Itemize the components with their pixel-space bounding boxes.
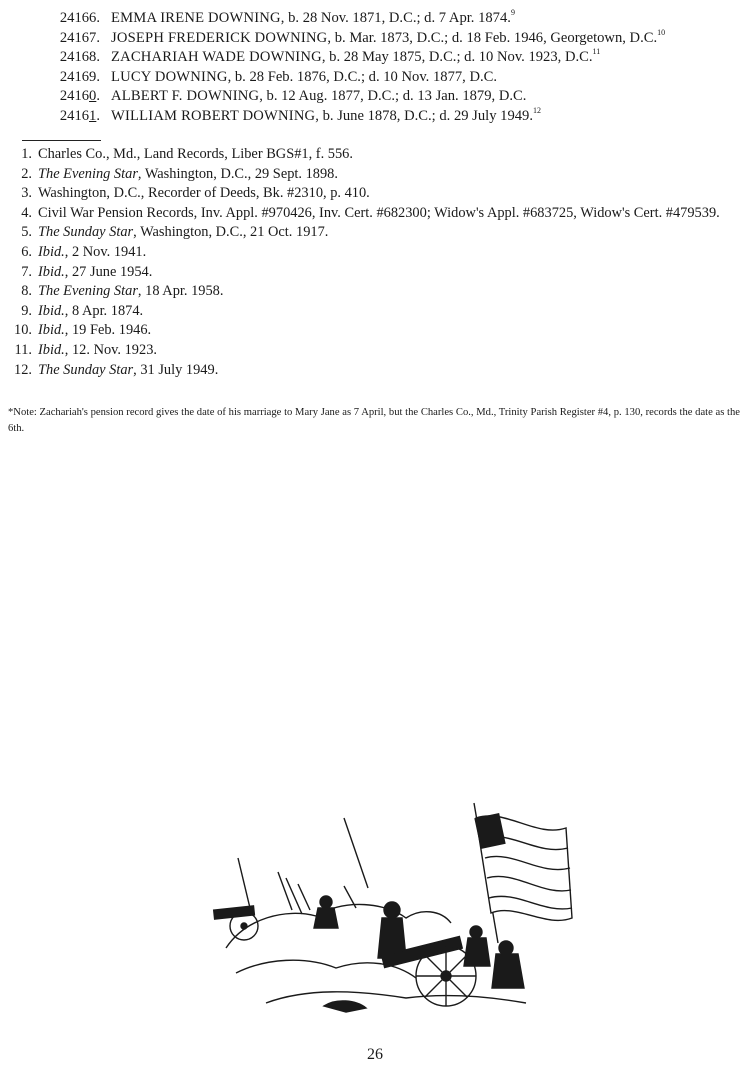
marriage-note: *Note: Zachariah's pension record gives the date of his marriage to Mary Jane as 7 April, but the Charles Co., Md., Trinity Parish Register #4, p. 130, records the date as the 6th.	[8, 407, 740, 434]
endnote: 3. Washington, D.C., Recorder of Deeds, Bk. #2310, p. 410.	[21, 185, 370, 202]
footnote-ref: 9	[510, 8, 515, 17]
endnote: 11. Ibid., 12. Nov. 1923.	[14, 341, 157, 358]
entry-text: WILLIAM ROBERT DOWNING, b. June 1878, D.C.; d. 29 July 1949.12	[111, 105, 541, 124]
entry-text: JOSEPH FREDERICK DOWNING, b. Mar. 1873, D.C.; d. 18 Feb. 1946, Georgetown, D.C.$^{10}$	[111, 27, 666, 46]
endnotes	[8, 145, 740, 380]
entry-text: ZACHARIAH WADE DOWNING, b. 28 May 1875, D.C.; d. 10 Nov. 1923, D.C.$^{11}$	[111, 47, 601, 66]
entry-number: 24169.	[59, 68, 100, 85]
entry-number: 24167.	[59, 29, 100, 46]
entry-number: 24161.	[59, 107, 100, 124]
entry-row	[30, 48, 742, 68]
entry-text: EMMA IRENE DOWNING, b. 28 Nov. 1871, D.C.; d. 7 Apr. 1874.$^9$	[111, 8, 515, 26]
endnote: 4. Civil War Pension Records, Inv. Appl. #970426, Inv. Cert. #682300; Widow's Appl. #683725, Widow's Cert. #479539.	[21, 204, 720, 221]
endnote: 10. Ibid., 19 Feb. 1946.	[14, 322, 152, 339]
footnote-ref: 11	[592, 47, 601, 57]
entry-text: LUCY DOWNING, b. 28 Feb. 1876, D.C.; d. 10 Nov. 1877, D.C.	[111, 68, 498, 85]
person-name: WILLIAM ROBERT DOWNING	[111, 107, 316, 124]
endnote: 9. Ibid., 8 Apr. 1874.	[21, 302, 144, 319]
page-number: 26	[367, 1046, 383, 1063]
endnote: 1. Charles Co., Md., Land Records, Liber BGS#1, f. 556.	[21, 146, 353, 162]
entry-row	[30, 107, 742, 127]
genealogy-entries	[30, 9, 742, 127]
footnote-ref: 12	[533, 105, 541, 115]
person-name: ZACHARIAH WADE DOWNING	[111, 49, 322, 66]
notes-divider	[22, 140, 101, 141]
endnote: 12. The Sunday Star, 31 July 1949.	[14, 361, 219, 378]
endnote: 2. The Evening Star, Washington, D.C., 29 Sept. 1898.	[21, 165, 338, 182]
entry-text: ALBERT F. DOWNING, b. 12 Aug. 1877, D.C.; d. 13 Jan. 1879, D.C.	[111, 88, 527, 105]
endnote: 8. The Evening Star, 18 Apr. 1958.	[21, 283, 224, 300]
entry-number: 24160.	[59, 88, 100, 105]
person-name: LUCY DOWNING	[111, 68, 228, 85]
entry-row	[30, 68, 742, 88]
civil-war-battle-engraving	[206, 798, 578, 1028]
entry-number: 24166.	[59, 10, 100, 26]
endnote: 7. Ibid., 27 June 1954.	[21, 263, 153, 280]
entry-row	[30, 29, 742, 49]
entry-row	[30, 87, 742, 107]
person-name: ALBERT F. DOWNING	[111, 88, 260, 105]
entry-row	[30, 9, 742, 29]
person-name: EMMA IRENE DOWNING	[111, 10, 281, 26]
person-name: JOSEPH FREDERICK DOWNING	[111, 29, 328, 46]
endnote: 6. Ibid., 2 Nov. 1941.	[21, 243, 147, 260]
footnote-ref: 10	[657, 27, 666, 37]
entry-number: 24168.	[59, 49, 100, 66]
endnote: 5. The Sunday Star, Washington, D.C., 21 Oct. 1917.	[21, 224, 329, 241]
